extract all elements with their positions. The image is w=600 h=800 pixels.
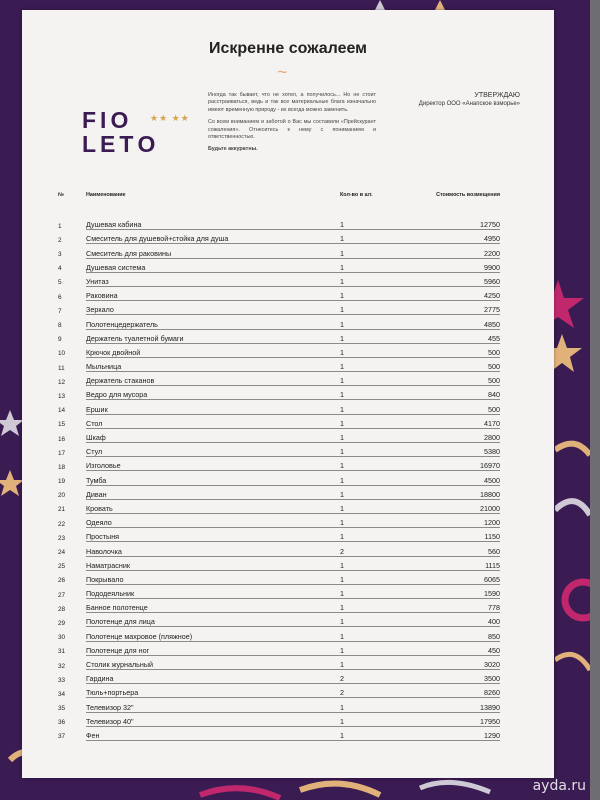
item-cost: 18800 [424, 485, 500, 499]
item-quantity: 1 [340, 315, 424, 329]
item-name: Раковина [86, 286, 340, 300]
table-row [58, 655, 500, 669]
row-number: 23 [58, 534, 66, 542]
item-cost: 3020 [424, 655, 500, 669]
item-quantity: 1 [340, 726, 424, 740]
closing-note: Будьте аккуратны. [208, 146, 258, 153]
item-cost: 3500 [424, 670, 500, 684]
item-quantity: 1 [340, 400, 424, 414]
row-number: 9 [58, 336, 62, 344]
item-cost: 5380 [424, 443, 500, 457]
brand-logo [82, 108, 159, 156]
item-name: Унитаз [86, 272, 340, 286]
row-number: 1 [58, 222, 62, 230]
table-row [58, 485, 500, 499]
item-quantity: 2 [340, 684, 424, 698]
item-name: Тумба [86, 471, 340, 485]
table-row [58, 343, 500, 357]
item-quantity: 1 [340, 329, 424, 343]
item-quantity: 1 [340, 485, 424, 499]
table-row [58, 315, 500, 329]
item-cost: 4500 [424, 471, 500, 485]
decorative-ribbons-right [555, 430, 590, 690]
item-name: Ершик [86, 400, 340, 414]
table-row [58, 258, 500, 272]
item-quantity: 1 [340, 613, 424, 627]
intro-text [208, 92, 376, 159]
item-cost: 840 [424, 386, 500, 400]
table-row [58, 471, 500, 485]
item-name: Покрывало [86, 570, 340, 584]
row-number: 3 [58, 251, 62, 259]
row-number: 35 [58, 705, 66, 713]
item-cost: 17950 [424, 712, 500, 726]
table-row [58, 443, 500, 457]
table-row [58, 386, 500, 400]
tilde-ornament: ~ [277, 62, 288, 82]
row-number: 21 [58, 506, 66, 514]
item-cost: 2800 [424, 428, 500, 442]
table-row [58, 286, 500, 300]
item-quantity: 1 [340, 258, 424, 272]
item-quantity: 2 [340, 542, 424, 556]
item-cost: 1290 [424, 726, 500, 740]
row-number: 24 [58, 549, 66, 556]
column-header-qty: Кол-во в шт. [340, 192, 373, 198]
column-header-num: № [58, 192, 65, 198]
item-quantity: 1 [340, 272, 424, 286]
row-number: 2 [58, 236, 62, 244]
item-name: Одеяло [86, 513, 340, 527]
approval-signatory: Директор ООО «Анапское взморье» [418, 101, 520, 107]
item-cost: 850 [424, 627, 500, 641]
logo-line-2: LEТO [82, 131, 160, 157]
table-row [58, 400, 500, 414]
item-quantity: 1 [340, 570, 424, 584]
intro-paragraph: Со всем вниманием и заботой о Вас мы составили «Прейскурант сожаления». Отнеситесь к нему с пониманием и ответственностью. [208, 119, 376, 141]
row-number: 14 [58, 407, 66, 415]
row-number: 31 [58, 648, 66, 656]
row-number: 20 [58, 492, 66, 500]
table-row [58, 627, 500, 641]
table-row [58, 513, 500, 527]
table-row [58, 301, 500, 315]
item-cost: 500 [424, 343, 500, 357]
item-cost: 1200 [424, 513, 500, 527]
price-table [58, 192, 500, 741]
row-number: 6 [58, 293, 62, 301]
item-cost: 1590 [424, 584, 500, 598]
table-row [58, 613, 500, 627]
item-cost: 4850 [424, 315, 500, 329]
item-cost: 13890 [424, 698, 500, 712]
item-name: Банное полотенце [86, 599, 340, 613]
item-cost: 778 [424, 599, 500, 613]
approval-block [419, 92, 520, 108]
row-number: 11 [58, 364, 65, 372]
item-name: Диван [86, 485, 340, 499]
item-name: Смеситель для раковины [86, 244, 340, 258]
row-number: 10 [58, 350, 66, 358]
item-cost: 21000 [424, 499, 500, 513]
item-quantity: 1 [340, 343, 424, 357]
item-quantity: 1 [340, 230, 424, 244]
item-quantity: 1 [340, 216, 424, 230]
intro-paragraph: Иногда так бывает, что не хотел, а получилось... Но не стоит расстраиваться, ведь и так все материальные блага изначально имеют временную природу - их всегда можно заменить. [208, 92, 376, 113]
row-number: 12 [58, 378, 66, 386]
item-name: Изголовье [86, 457, 340, 471]
row-number: 27 [58, 591, 66, 599]
item-quantity: 1 [340, 457, 424, 471]
table-row [58, 216, 500, 230]
item-quantity: 1 [340, 357, 424, 371]
row-number: 30 [58, 634, 66, 642]
row-number: 18 [58, 463, 66, 471]
row-number: 7 [58, 307, 62, 315]
item-quantity: 1 [340, 641, 424, 655]
item-quantity: 1 [340, 655, 424, 669]
item-cost: 500 [424, 400, 500, 414]
item-cost: 455 [424, 329, 500, 343]
logo-line-1: FIO [82, 107, 133, 133]
item-name: Кровать [86, 499, 340, 513]
item-name: Полотенце для ног [86, 641, 340, 655]
item-quantity: 1 [340, 528, 424, 542]
row-number: 37 [58, 733, 66, 741]
row-number: 36 [58, 719, 66, 727]
table-row [58, 542, 500, 556]
row-number: 28 [58, 605, 66, 613]
page-title: Искренне сожалеем [208, 40, 368, 57]
item-name: Душевая кабина [86, 216, 340, 230]
decorative-shapes-left [0, 410, 24, 500]
table-row [58, 230, 500, 244]
table-row [58, 698, 500, 712]
row-number: 16 [58, 435, 66, 443]
item-cost: 1150 [424, 528, 500, 542]
table-row [58, 499, 500, 513]
item-name: Столик журнальный [86, 655, 340, 669]
item-name: Фен [86, 726, 340, 740]
table-row [58, 599, 500, 613]
table-header [58, 192, 500, 216]
item-name: Крючок двойной [86, 343, 340, 357]
row-number: 22 [58, 520, 66, 528]
row-number: 8 [58, 322, 62, 329]
item-quantity: 1 [340, 428, 424, 442]
item-quantity: 1 [340, 244, 424, 258]
table-row [58, 670, 500, 684]
item-quantity: 1 [340, 386, 424, 400]
table-row [58, 641, 500, 655]
item-quantity: 1 [340, 627, 424, 641]
item-cost: 500 [424, 372, 500, 386]
watermark: ayda.ru [532, 778, 586, 794]
item-name: Зеркало [86, 301, 340, 315]
column-header-cost: Стоимость возмещения [436, 192, 500, 198]
item-name: Полотенце для лица [86, 613, 340, 627]
item-quantity: 1 [340, 698, 424, 712]
item-quantity: 1 [340, 301, 424, 315]
table-row [58, 570, 500, 584]
item-name: Гардина [86, 670, 340, 684]
row-number: 15 [58, 421, 66, 429]
item-name: Душевая система [86, 258, 340, 272]
row-number: 13 [58, 392, 66, 400]
item-name: Телевизор 32" [86, 698, 340, 712]
table-row [58, 684, 500, 698]
item-quantity: 2 [340, 670, 424, 684]
item-cost: 4170 [424, 414, 500, 428]
item-name: Полотенце махровое (пляжное) [86, 627, 340, 641]
approval-title: УТВЕРЖДАЮ [474, 92, 520, 99]
row-number: 4 [58, 265, 62, 273]
item-cost: 500 [424, 357, 500, 371]
item-cost: 6065 [424, 570, 500, 584]
table-row [58, 457, 500, 471]
table-row [58, 428, 500, 442]
item-name: Наволочка [86, 542, 340, 556]
item-quantity: 1 [340, 414, 424, 428]
item-name: Шкаф [86, 428, 340, 442]
row-number: 19 [58, 478, 66, 486]
table-row [58, 414, 500, 428]
item-quantity: 1 [340, 712, 424, 726]
item-name: Держатель туалетной бумаги [86, 329, 340, 343]
item-quantity: 1 [340, 499, 424, 513]
table-row [58, 584, 500, 598]
item-cost: 560 [424, 542, 500, 556]
item-name: Стол [86, 414, 340, 428]
table-row [58, 528, 500, 542]
column-header-name: Наименование [86, 192, 126, 198]
item-cost: 4250 [424, 286, 500, 300]
table-row [58, 372, 500, 386]
row-number: 17 [58, 449, 66, 457]
item-quantity: 1 [340, 443, 424, 457]
item-cost: 5960 [424, 272, 500, 286]
item-cost: 16970 [424, 457, 500, 471]
table-row [58, 556, 500, 570]
logo-stars-icon: ★★ ★★ [150, 113, 190, 123]
item-quantity: 1 [340, 372, 424, 386]
item-cost: 2775 [424, 301, 500, 315]
row-number: 25 [58, 563, 66, 571]
table-row [58, 726, 500, 740]
item-cost: 450 [424, 641, 500, 655]
item-name: Держатель стаканов [86, 372, 340, 386]
row-number: 29 [58, 619, 66, 627]
row-number: 5 [58, 279, 62, 287]
item-quantity: 1 [340, 599, 424, 613]
table-row [58, 272, 500, 286]
item-quantity: 1 [340, 286, 424, 300]
item-name: Ведро для мусора [86, 386, 340, 400]
item-name: Пододеяльник [86, 584, 340, 598]
item-cost: 400 [424, 613, 500, 627]
item-name: Смеситель для душевой+стойка для душа [86, 230, 340, 244]
item-quantity: 1 [340, 471, 424, 485]
item-quantity: 1 [340, 513, 424, 527]
item-cost: 2200 [424, 244, 500, 258]
table-row [58, 712, 500, 726]
row-number: 34 [58, 690, 66, 698]
item-name: Наматрасник [86, 556, 340, 570]
table-row [58, 329, 500, 343]
item-name: Тюль+портьера [86, 684, 340, 698]
item-cost: 8260 [424, 684, 500, 698]
item-cost: 9900 [424, 258, 500, 272]
item-name: Простыня [86, 528, 340, 542]
row-number: 26 [58, 577, 66, 585]
item-name: Мыльница [86, 357, 340, 371]
item-name: Стул [86, 443, 340, 457]
item-quantity: 1 [340, 556, 424, 570]
item-quantity: 1 [340, 584, 424, 598]
table-row [58, 357, 500, 371]
item-name: Телевизор 40" [86, 712, 340, 726]
row-number: 33 [58, 676, 66, 684]
item-name: Полотенцедержатель [86, 315, 340, 329]
row-number: 32 [58, 662, 66, 670]
item-cost: 12750 [424, 216, 500, 230]
item-cost: 1115 [424, 556, 500, 570]
table-row [58, 244, 500, 258]
item-cost: 4950 [424, 230, 500, 244]
